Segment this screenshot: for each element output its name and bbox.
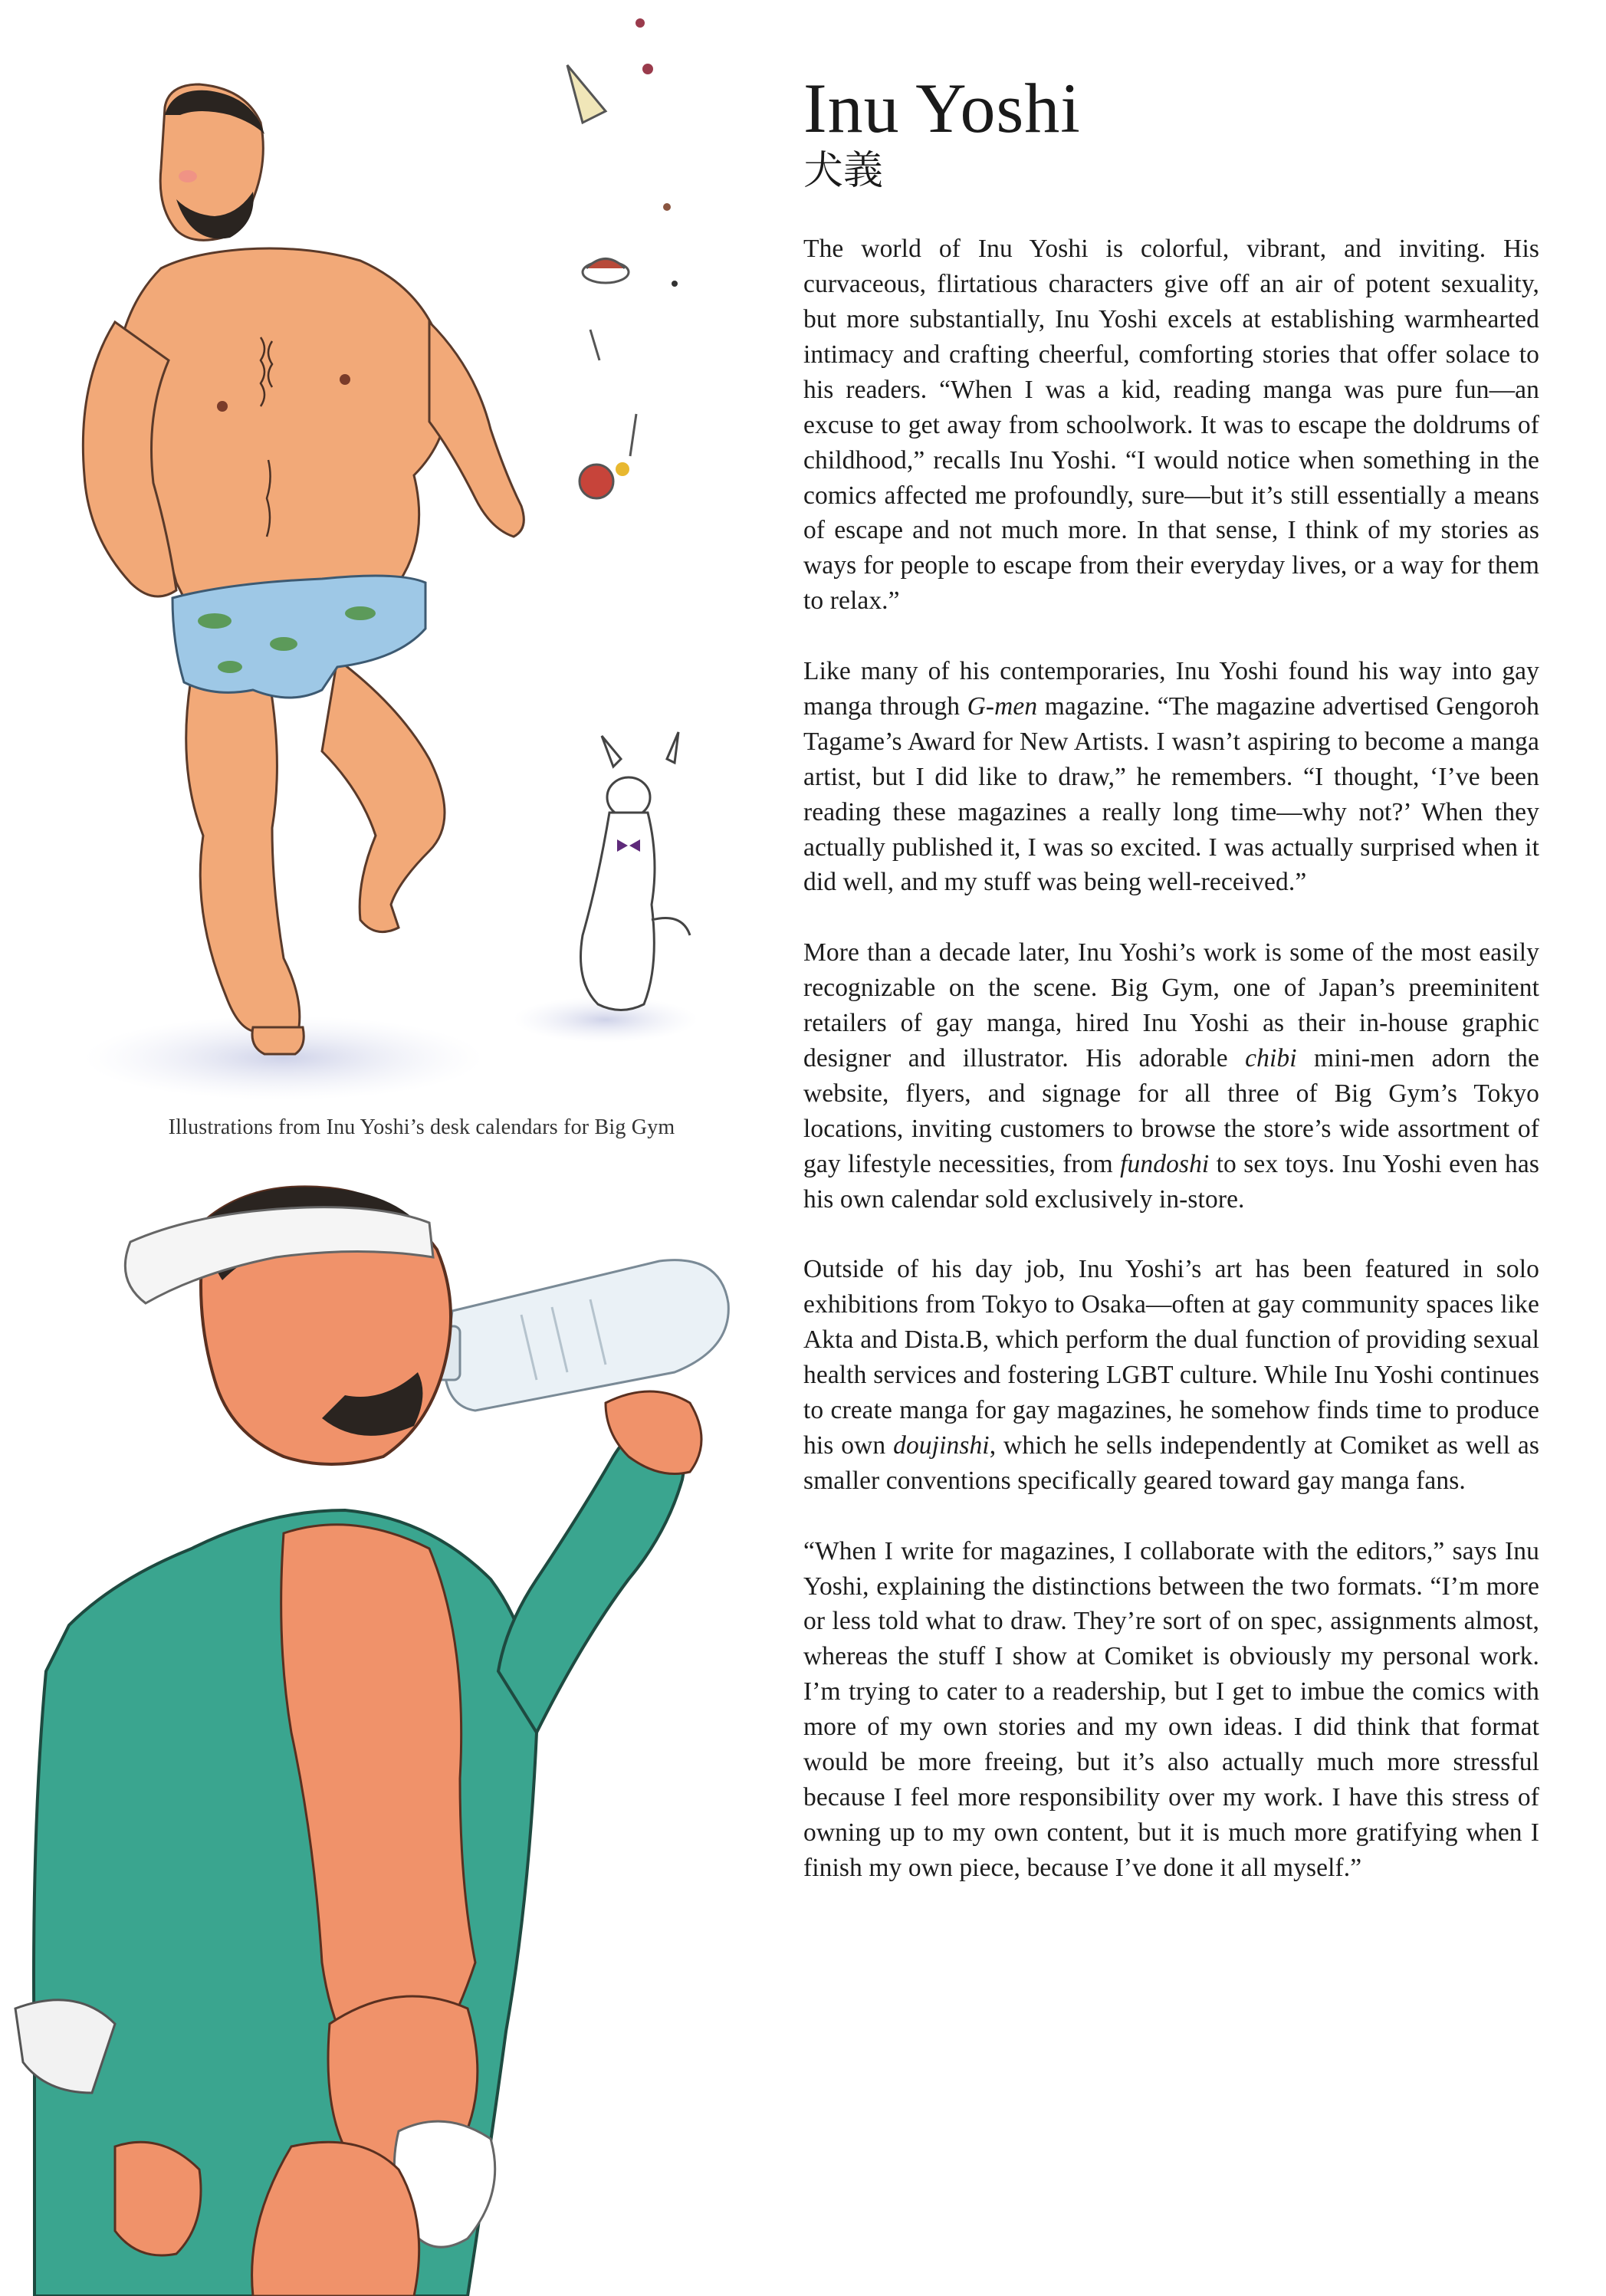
article-paragraph	[803, 232, 1539, 619]
water-bottle	[429, 1260, 728, 1411]
text-run: to sex toys. Inu Yoshi even has his own calendar sold exclusively in-store.	[803, 1149, 1540, 1214]
article	[803, 69, 1540, 1921]
text-run: mini-men adorn the website, flyers, and signage for all three of Big Gym’s Tokyo locations, inviting customers to browse the store’s wide assortment of gay lifestyle necessities, from	[803, 1044, 1539, 1178]
article-paragraph	[803, 1534, 1539, 1886]
text-run: magazine. “The magazine advertised Gengoroh Tagame’s Award for New Artists. I wasn’t aspiring to become a manga artist, but I did like to draw,” he remembers. “I thought, ‘I’ve been reading these magazines a really long time—why not?’ When they actually published it, I was so excited. I was actually surprised when it did well, and my stuff was being well-received.”	[803, 691, 1539, 897]
swim-trunks	[172, 576, 425, 698]
text-run: “When I write for magazines, I collaborate with the editors,” says Inu Yoshi, explaining the distinctions between the two formats. “I’m more or less told what to draw. They’re sort of on spec, assignments almost, whereas the stuff I show at Comiket is obviously my personal work. I’m trying to cater to a readership, but I get to imbue the comics with more of my own stories and my own ideas. I did think that format would be more freeing, but it’s also actually much more stressful because I feel more responsibility over my work. I have this stress of owning up to my own content, but it is much more gratifying when I finish my own piece, because I’ve done it all myself.”	[803, 1536, 1539, 1882]
illustration-caption: Illustrations from Inu Yoshi’s desk calendars for Big Gym	[168, 1115, 675, 1139]
falling-objects	[567, 18, 678, 498]
head	[160, 84, 264, 240]
italic-term: G-men	[967, 691, 1038, 721]
text-run: , which he sells independently at Comiket as well as smaller conventions specifically geared toward gay manga fans.	[803, 1430, 1539, 1495]
man-in-swim-trunks-with-cat-illustration	[0, 0, 767, 1119]
nipple	[217, 401, 228, 412]
man-in-happi-coat-drinking-water-illustration	[0, 1150, 767, 2296]
head	[125, 1187, 451, 1464]
white-cat	[581, 732, 691, 1010]
italic-term: doujinshi	[893, 1430, 990, 1460]
legs	[186, 659, 445, 1054]
italic-term: chibi	[1245, 1044, 1297, 1072]
text-run: The world of Inu Yoshi is colorful, vibrant, and inviting. His curvaceous, flirtatious characters give off an air of potent sexuality, but more substantially, Inu Yoshi excels at establishing warmhearted intimacy and crafting cheerful, comforting stories that offer solace to his readers. “When I was a kid, reading manga was pure fun—an excuse to get away from schoolwork. It was to escape the doldrums of childhood,” recalls Inu Yoshi. “I would notice when something in the comics affected me profoundly, sure—but it’s still essentially a means of escape and not much more. In that sense, I think of my stories as ways for people to escape from their everyday lives, or a way for them to relax.”	[803, 235, 1539, 616]
nipple	[340, 374, 350, 385]
article-paragraph	[803, 1252, 1539, 1498]
article-title-japanese: 犬義	[803, 148, 884, 194]
article-paragraph	[803, 935, 1539, 1217]
italic-term: fundoshi	[1120, 1149, 1210, 1178]
article-title: Inu Yoshi	[803, 69, 1081, 147]
article-paragraph	[803, 654, 1539, 900]
article-body	[803, 232, 1539, 1886]
lower-hand	[115, 2142, 201, 2255]
text-run: More than a decade later, Inu Yoshi’s work is some of the most easily recognizable on the scene. Big Gym, one of Japan’s preeminitent retailers of gay manga, hired Inu Yoshi as their in-house graphic designer and illustrator. His adorable	[803, 938, 1539, 1072]
text-run: Outside of his day job, Inu Yoshi’s art has been featured in solo exhibitions from Tokyo to Osaka—often at gay community spaces like Akta and Dista.B, which perform the dual function of providing sexual health services and fostering LGBT culture. While Inu Yoshi continues to create manga for gay magazines, he somehow finds time to produce his own	[803, 1255, 1539, 1460]
text-run: Like many of his contemporaries, Inu Yoshi found his way into gay manga through	[803, 657, 1539, 721]
